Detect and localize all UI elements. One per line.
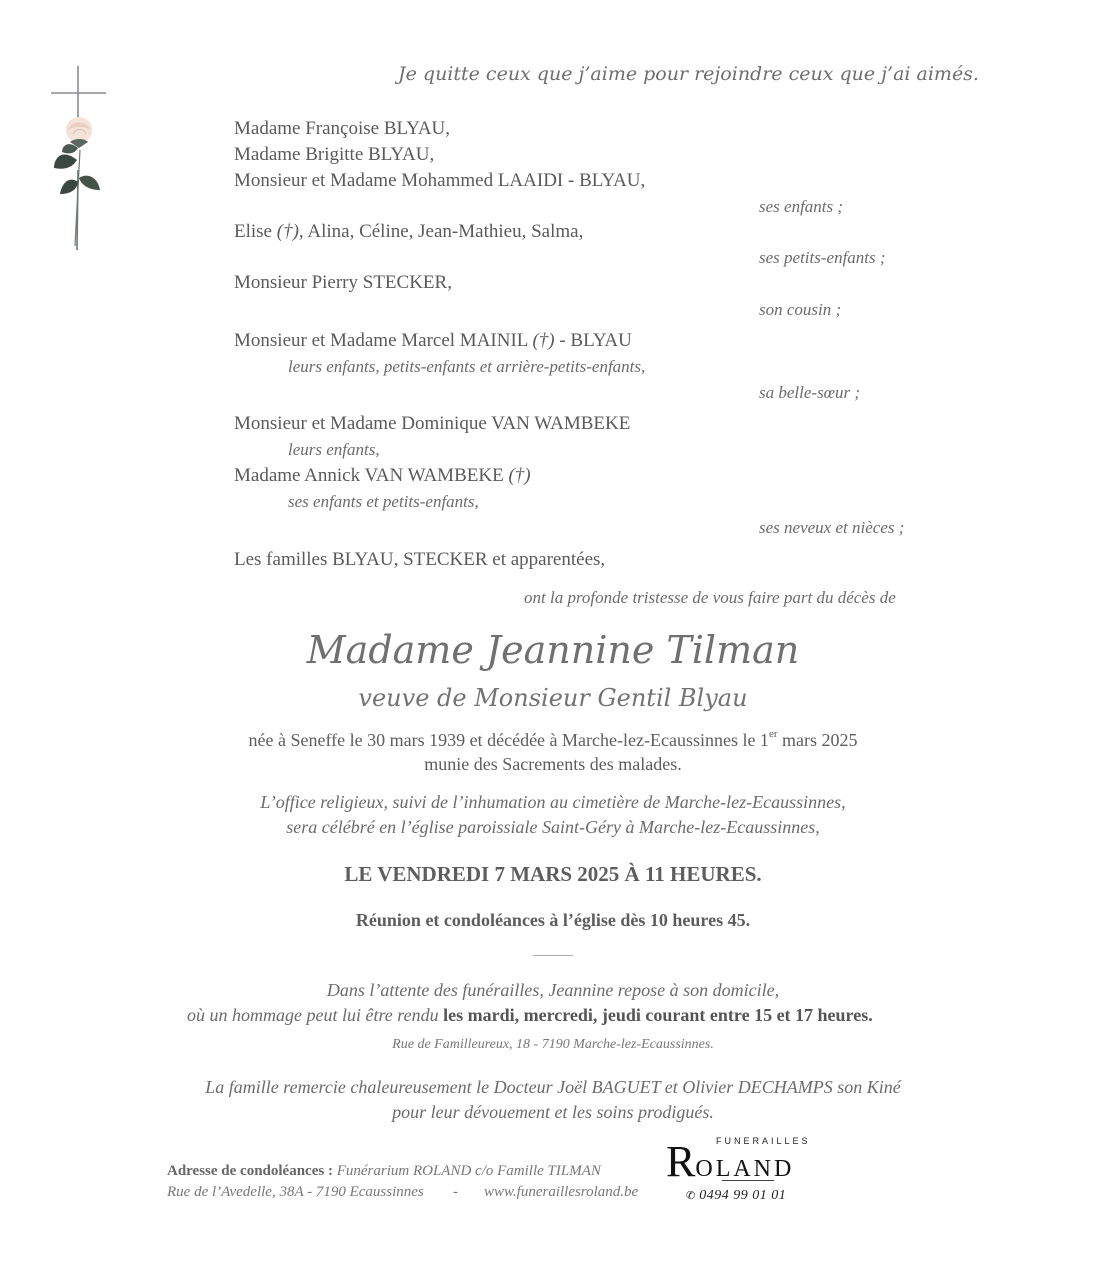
deceased-cross-mark: (†) [532,330,555,351]
family-member-dominique: Monsieur et Madame Dominique VAN WAMBEKE [234,413,631,434]
relation-belle-soeur: sa belle-sœur ; [759,383,861,402]
ceremony-line-2: sera célébré en l’église paroissiale Saint-Géry à Marche-lez-Ecaussinnes, [286,817,820,837]
family-member-francoise: Madame Françoise BLYAU, [234,118,451,139]
birth-death-text: née à Seneffe le 30 mars 1939 et décédée à Marche-lez-Ecaussinnes le 1 [248,730,769,750]
phone-icon: ✆ [686,1190,696,1202]
relation-cousin: son cousin ; [759,300,842,319]
family-member-mainil [234,330,632,352]
relation-neveux: ses neveux et nièces ; [759,518,905,537]
annick-pre: Madame Annick VAN WAMBEKE [234,465,509,486]
dominique-descendants: leurs enfants, [288,440,380,459]
logo-underline [722,1180,774,1181]
deceased-cross-mark: (†) [276,221,299,242]
relation-enfants: ses enfants ; [759,197,844,216]
family-member-annick [234,465,531,487]
thanks-line-1: La famille remercie chaleureusement le Docteur Joël BAGUET et Olivier DECHAMPS son Kiné [205,1077,901,1097]
logo-initial: R [666,1137,696,1186]
footer-funerarium: Funérarium ROLAND c/o Famille TILMAN [332,1163,601,1179]
footer-dash: - [453,1184,458,1200]
birth-death-line [0,730,1106,751]
logo-funerailles: FUNERAILLES [716,1136,811,1146]
reunion-line: Réunion et condoléances à l’église dès 10 heures 45. [355,910,751,930]
family-member-stecker: Monsieur Pierry STECKER, [234,272,452,293]
mainil-descendants: leurs enfants, petits-enfants et arrière-petits-enfants, [288,357,646,376]
phone-line [686,1186,786,1204]
footer-label: Adresse de condoléances : [167,1163,333,1179]
announcement-text: ont la profonde tristesse de vous faire part du décès de [524,588,896,607]
roland-logo [666,1136,826,1206]
footer-street: Rue de l’Avedelle, 38A - 7190 Ecaussinnes [167,1184,424,1200]
phone-number[interactable]: 0494 99 01 01 [699,1188,787,1203]
visitation-hours: les mardi, mercredi, jeudi courant entre 15 et 17 heures. [443,1005,873,1025]
footer-website-link[interactable]: www.funeraillesroland.be [484,1184,639,1200]
deceased-cross-mark: (†) [508,465,531,486]
families-line: Les familles BLYAU, STECKER et apparentées, [234,549,606,570]
family-member-brigitte: Madame Brigitte BLYAU, [234,144,435,165]
grandchildren-pre: Elise [234,221,277,242]
visitation-intro: où un hommage peut lui être rendu [187,1005,444,1025]
visitation-address: Rue de Familleureux, 18 - 7190 Marche-lez-Ecaussinnes. [392,1037,714,1052]
death-year: mars 2025 [777,730,858,750]
separator: _____ [533,941,573,958]
grandchildren-list [234,221,583,243]
ceremony-line-1: L’office religieux, suivi de l’inhumation au cimetière de Marche-lez-Ecaussinnes, [260,792,846,812]
annick-descendants: ses enfants et petits-enfants, [288,492,479,511]
sacrements-line: munie des Sacrements des malades. [424,754,682,774]
visitation-line-1: Dans l’attente des funérailles, Jeannine repose à son domicile, [326,980,780,1000]
ordinal-suffix: er [768,728,778,740]
widow-line: veuve de Monsieur Gentil Blyau [358,684,748,712]
visitation-line-2 [187,1005,873,1026]
grandchildren-post: , Alina, Céline, Jean-Mathieu, Salma, [298,221,584,242]
logo-rest: OLAND [695,1156,795,1182]
epigraph: Je quitte ceux que j’aime pour rejoindre ceux que j’ai aimés. [398,63,979,85]
mainil-pre: Monsieur et Madame Marcel MAINIL [234,330,533,351]
cross-and-rose-icon [40,60,120,260]
mainil-post: - BLYAU [554,330,632,351]
family-member-laaidi: Monsieur et Madame Mohammed LAAIDI - BLYAU, [234,170,646,191]
footer-address-line-1 [167,1163,601,1180]
ceremony-date: LE VENDREDI 7 MARS 2025 À 11 HEURES. [344,862,762,886]
thanks-line-2: pour leur dévouement et les soins prodigués. [392,1102,714,1122]
deceased-name: Madame Jeannine Tilman [306,628,800,672]
relation-petits-enfants: ses petits-enfants ; [759,248,886,267]
